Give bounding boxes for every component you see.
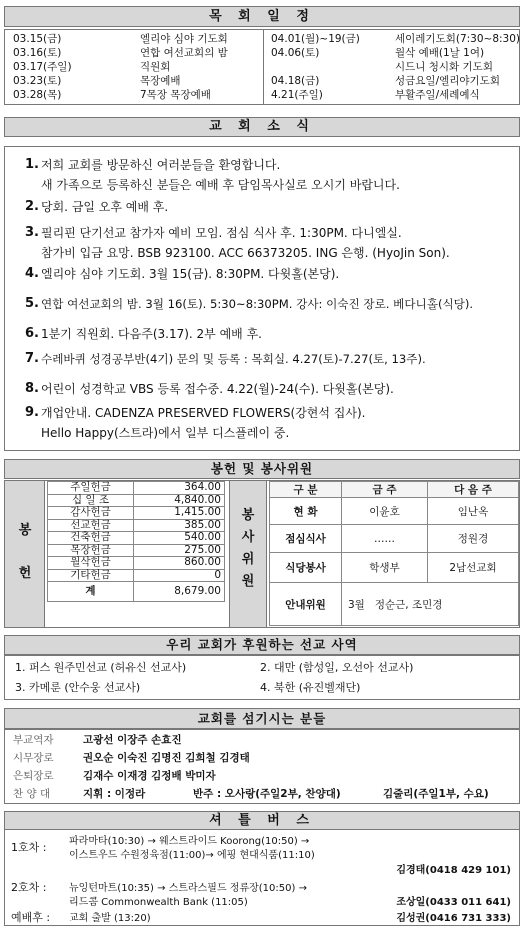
servants-names: 고광선 이장주 손효진 bbox=[83, 734, 182, 746]
choir-accompanist: 반주 : 오사랑(주일2부, 찬양대) bbox=[193, 788, 341, 800]
bus2-route-2: 리드콤 Commonwealth Bank (11:05) bbox=[69, 897, 248, 908]
schedule-row bbox=[5, 74, 519, 88]
servants-label: 시무장로 bbox=[13, 752, 54, 764]
servants-label: 은퇴장로 bbox=[13, 770, 54, 782]
offering-row bbox=[48, 482, 225, 495]
offering-side bbox=[5, 481, 45, 627]
servants-box bbox=[4, 729, 520, 804]
schedule-box bbox=[4, 29, 520, 105]
service-this-week: …… bbox=[342, 525, 428, 553]
news-text: 당회. 금일 오후 예배 후. bbox=[41, 200, 169, 214]
service-next-week: 2남선교회 bbox=[428, 553, 519, 583]
choir-label: 찬 양 대 bbox=[13, 788, 51, 800]
service-header: 다 음 주 bbox=[428, 482, 519, 498]
offering-row bbox=[48, 544, 225, 557]
service-side bbox=[229, 481, 267, 627]
news-title: 교 회 소 식 bbox=[209, 119, 315, 134]
schedule-event: 직원회 bbox=[140, 61, 171, 73]
offering-name: 건축헌금 bbox=[48, 532, 134, 545]
bus-title: 셔 틀 버 스 bbox=[209, 813, 315, 828]
servants-names: 김재수 이재경 김정배 박미자 bbox=[83, 770, 216, 782]
service-role: 식당봉사 bbox=[270, 553, 342, 583]
service-header: 구 분 bbox=[270, 482, 342, 498]
offering-table bbox=[47, 481, 225, 602]
bus3-label: 예배후 : bbox=[11, 911, 51, 924]
mission-item: 2. 대만 (함성일, 오선아 선교사) bbox=[260, 661, 414, 674]
service-header: 금 주 bbox=[342, 482, 428, 498]
offering-name: 기타헌금 bbox=[48, 569, 134, 582]
news-num: 8. bbox=[25, 381, 39, 396]
offering-amount: 540.00 bbox=[134, 532, 225, 545]
mission-header bbox=[4, 635, 520, 655]
mission-item: 4. 북한 (유진벨재단) bbox=[260, 681, 361, 694]
service-side-label: 봉 사 위 원 bbox=[241, 508, 255, 589]
servants-header bbox=[4, 708, 520, 729]
bus-box bbox=[4, 829, 520, 926]
offering-name: 감사헌금 bbox=[48, 507, 134, 520]
schedule-date: 03.16(토) bbox=[13, 47, 62, 59]
news-text: 저희 교회를 방문하신 여러분들을 환영합니다. bbox=[41, 158, 281, 172]
service-role: 현 화 bbox=[270, 498, 342, 525]
schedule-row bbox=[5, 88, 519, 102]
service-header-row bbox=[270, 482, 519, 498]
bus2-label: 2호차 : bbox=[11, 881, 47, 894]
usher-cell bbox=[342, 583, 519, 626]
service-row bbox=[270, 525, 519, 553]
schedule-header bbox=[4, 6, 520, 27]
schedule-date: 4.21(주일) bbox=[271, 89, 323, 101]
news-num: 1. bbox=[25, 157, 39, 172]
bus1-route-2: 이스트우드 수원정육점(11:00)→ 에핑 현대식품(11:10) bbox=[69, 850, 315, 861]
news-header bbox=[4, 117, 520, 137]
offering-name: 선교헌금 bbox=[48, 519, 134, 532]
offering-total-label: 계 bbox=[48, 582, 134, 602]
service-role: 점심식사 bbox=[270, 525, 342, 553]
offering-row bbox=[48, 494, 225, 507]
offering-amount: 4,840.00 bbox=[134, 494, 225, 507]
offering-row bbox=[48, 557, 225, 570]
offering-title: 봉헌 및 봉사위원 bbox=[210, 461, 314, 476]
usher-row bbox=[270, 583, 519, 626]
schedule-title: 목 회 일 정 bbox=[209, 9, 315, 24]
offering-side-label: 봉 헌 bbox=[18, 523, 32, 581]
offering-amount: 275.00 bbox=[134, 544, 225, 557]
offering-row bbox=[48, 507, 225, 520]
offering-amount: 385.00 bbox=[134, 519, 225, 532]
servants-row bbox=[13, 732, 182, 748]
bus-header bbox=[4, 811, 520, 830]
bus3-driver: 김성권(0416 731 333) bbox=[396, 913, 511, 924]
news-num: 6. bbox=[25, 326, 39, 341]
service-this-week: 학생부 bbox=[342, 553, 428, 583]
service-row bbox=[270, 553, 519, 583]
news-text: 어린이 성경학교 VBS 등록 접수중. 4.22(월)-24(수). 다윗홀(본당). bbox=[41, 382, 394, 396]
schedule-event: 부활주일/세례예식 bbox=[395, 89, 480, 101]
news-num: 7. bbox=[25, 351, 39, 366]
news-text-2: 참가비 입금 요망. BSB 923100. ACC 66373205. ING 은행. (HyoJin Son). bbox=[41, 246, 450, 260]
schedule-row bbox=[5, 46, 519, 60]
news-text: 필리핀 단기선교 참가자 예비 모임. 점심 식사 후. 1:30PM. 다니엘실. bbox=[41, 226, 402, 240]
choir-row bbox=[13, 786, 513, 802]
news-text: 개업안내. CADENZA PRESERVED FLOWERS(강현석 집사). bbox=[41, 406, 366, 420]
servants-row bbox=[13, 750, 250, 766]
news-num: 5. bbox=[25, 296, 39, 311]
offering-row bbox=[48, 532, 225, 545]
offering-row bbox=[48, 519, 225, 532]
news-num: 3. bbox=[25, 225, 39, 240]
news-text: 엘리야 심야 기도회. 3월 15(금). 8:30PM. 다윗홀(본당). bbox=[41, 267, 340, 281]
news-num: 2. bbox=[25, 199, 39, 214]
offering-name: 주일헌금 bbox=[48, 482, 134, 495]
schedule-event: 세이레기도회(7:30~8:30) bbox=[395, 33, 521, 45]
service-next-week: 정원경 bbox=[428, 525, 519, 553]
news-text: 1분기 직원회. 다음주(3.17). 2부 예배 후. bbox=[41, 327, 262, 341]
servants-row bbox=[13, 768, 216, 784]
offering-header bbox=[4, 459, 520, 479]
schedule-date: 03.17(주일) bbox=[13, 61, 72, 73]
bus1-label: 1호차 : bbox=[11, 841, 47, 854]
choir-conductor: 지휘 : 이정라 bbox=[83, 788, 146, 800]
offering-row bbox=[48, 569, 225, 582]
schedule-event: 목장예배 bbox=[140, 75, 181, 87]
schedule-event: 엘리야 심야 기도회 bbox=[140, 33, 228, 45]
service-table bbox=[269, 481, 519, 626]
news-box bbox=[4, 146, 520, 451]
offering-amount: 0 bbox=[134, 569, 225, 582]
bus2-route-1: 뉴잉턴마트(10:35) → 스트라스필드 정류장(10:50) → bbox=[69, 883, 307, 894]
offering-amount: 860.00 bbox=[134, 557, 225, 570]
offering-name: 목장헌금 bbox=[48, 544, 134, 557]
news-text: 수레바퀴 성경공부반(4기) 문의 및 등록 : 목회실. 4.27(토)-7.27(토, 13주). bbox=[41, 352, 426, 366]
news-text-2: 새 가족으로 등록하신 분들은 예배 후 담임목사실로 오시기 바랍니다. bbox=[41, 178, 400, 192]
mission-box bbox=[4, 655, 520, 700]
news-text-2: Hello Happy(스트라)에서 일부 디스플레이 중. bbox=[41, 426, 290, 440]
offering-amount: 1,415.00 bbox=[134, 507, 225, 520]
news-text: 연합 여선교회의 밤. 3월 16(토). 5:30~8:30PM. 강사: 이숙진 장로. 베다니홀(식당). bbox=[41, 297, 474, 311]
bus3-route: 교회 출발 (13:20) bbox=[69, 913, 151, 924]
service-row bbox=[270, 498, 519, 525]
offering-box bbox=[4, 480, 520, 628]
schedule-event: 월삭 예배(1날 1여) bbox=[395, 47, 485, 59]
offering-amount: 364.00 bbox=[134, 482, 225, 495]
schedule-event: 시드니 청시화 기도회 bbox=[395, 61, 493, 73]
schedule-date: 03.23(토) bbox=[13, 75, 62, 87]
servants-label: 부교역자 bbox=[13, 734, 54, 746]
bus1-driver: 김경태(0418 429 101) bbox=[396, 865, 511, 876]
schedule-date: 04.06(토) bbox=[271, 47, 320, 59]
servants-title: 교회를 섬기시는 분들 bbox=[197, 711, 327, 726]
schedule-event: 7목장 목장예배 bbox=[140, 89, 211, 101]
choir-accompanist-2: 김줄리(주일1부, 수요) bbox=[383, 788, 489, 800]
service-next-week: 임난옥 bbox=[428, 498, 519, 525]
service-this-week: 이윤호 bbox=[342, 498, 428, 525]
schedule-date: 03.28(목) bbox=[13, 89, 62, 101]
offering-total-row bbox=[48, 582, 225, 602]
usher-month: 3월 bbox=[348, 598, 365, 611]
schedule-date: 03.15(금) bbox=[13, 33, 62, 45]
usher-label: 안내위원 bbox=[270, 583, 342, 626]
schedule-row bbox=[5, 32, 519, 46]
schedule-date: 04.18(금) bbox=[271, 75, 320, 87]
mission-item: 1. 퍼스 원주민선교 (허유신 선교사) bbox=[15, 661, 187, 674]
servants-names: 권오순 이숙진 김명진 김희철 김경태 bbox=[83, 752, 250, 764]
news-num: 9. bbox=[25, 405, 39, 420]
usher-names: 정순근, 조민경 bbox=[374, 598, 443, 611]
schedule-date: 04.01(월)~19(금) bbox=[271, 33, 360, 45]
mission-item: 3. 카메룬 (안수웅 선교사) bbox=[15, 681, 141, 694]
mission-title: 우리 교회가 후원하는 선교 사역 bbox=[166, 637, 358, 652]
offering-total: 8,679.00 bbox=[134, 582, 225, 602]
news-num: 4. bbox=[25, 266, 39, 281]
bus2-driver: 조상일(0433 011 641) bbox=[396, 897, 511, 908]
schedule-row bbox=[5, 60, 519, 74]
offering-name: 월삭헌금 bbox=[48, 557, 134, 570]
offering-name: 십 일 조 bbox=[48, 494, 134, 507]
schedule-event: 성금요일/엘리야기도회 bbox=[395, 75, 500, 87]
bus1-route-1: 파라마타(10:30) → 웨스트라이드 Koorong(10:50) → bbox=[69, 836, 310, 847]
schedule-event: 연합 여선교회의 밤 bbox=[140, 47, 228, 59]
